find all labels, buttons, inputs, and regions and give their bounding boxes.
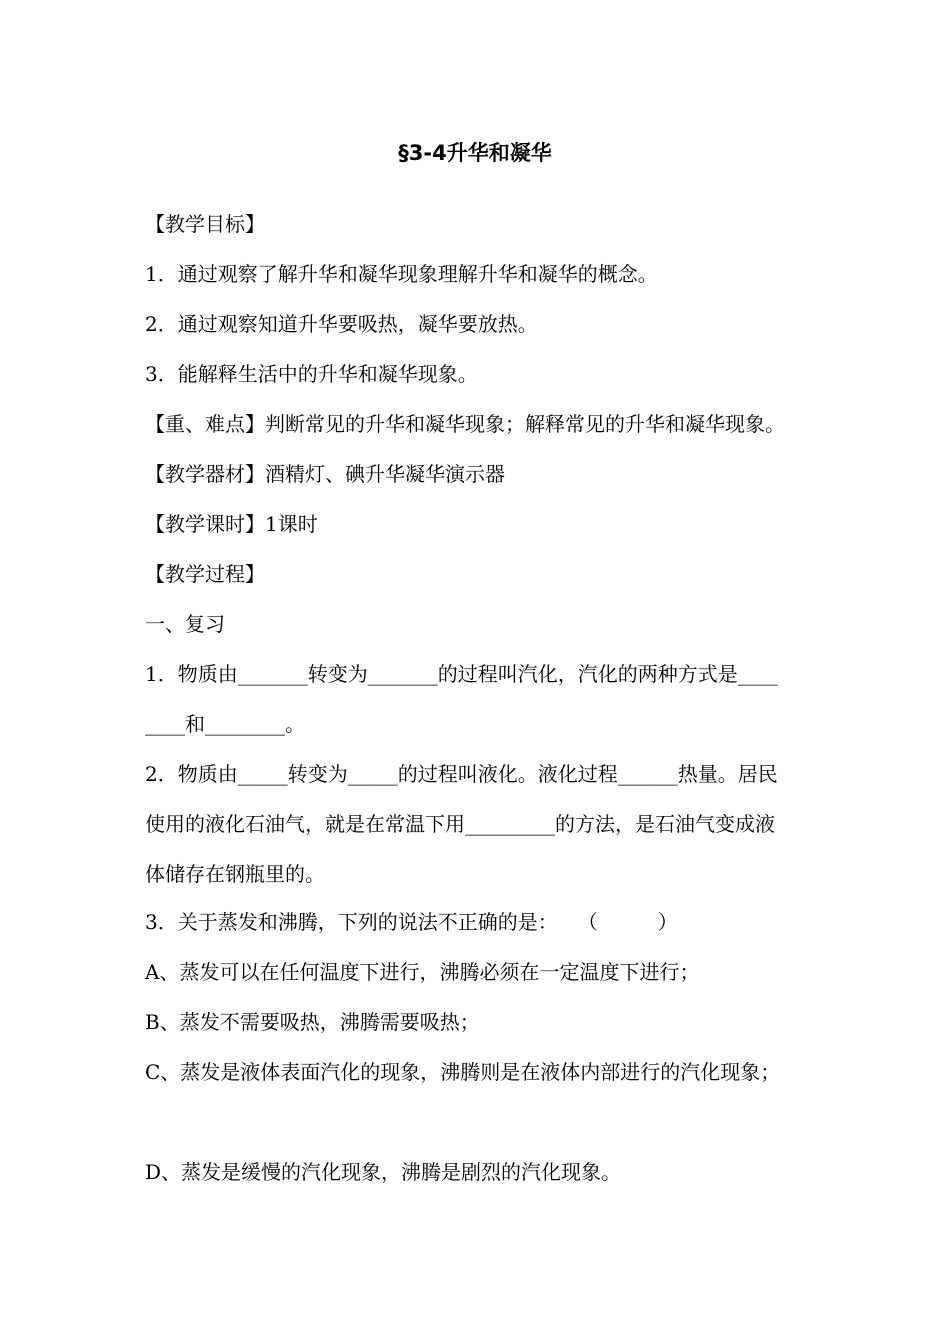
- question-2-line-3: 体储存在钢瓶里的。: [145, 862, 325, 886]
- teaching-equipment: 【教学器材】酒精灯、碘升华凝华演示器: [145, 462, 505, 486]
- question-3-option-c: C、蒸发是液体表面汽化的现象，沸腾则是在液体内部进行的汽化现象；: [145, 1060, 781, 1084]
- objective-item-1: 1．通过观察了解升华和凝华现象理解升华和凝华的概念。: [145, 262, 658, 286]
- question-1-line-2: ____和________。: [145, 712, 305, 736]
- question-3-option-d: D、蒸发是缓慢的汽化现象，沸腾是剧烈的汽化现象。: [145, 1160, 622, 1184]
- question-1-line-1: 1．物质由_______转变为_______的过程叫汽化，汽化的两种方式是____: [145, 662, 778, 686]
- key-points: 【重、难点】判断常见的升华和凝华现象；解释常见的升华和凝华现象。: [145, 412, 785, 436]
- subsection-review: 一、复习: [145, 612, 225, 636]
- document-title: §3-4升华和凝华: [398, 141, 552, 165]
- question-3-option-b: B、蒸发不需要吸热，沸腾需要吸热；: [145, 1010, 480, 1034]
- question-3-option-a: A、蒸发可以在任何温度下进行，沸腾必须在一定温度下进行；: [145, 960, 700, 984]
- objective-item-2: 2．通过观察知道升华要吸热，凝华要放热。: [145, 312, 538, 336]
- section-heading-process: 【教学过程】: [145, 562, 265, 586]
- section-heading-objectives: 【教学目标】: [145, 212, 265, 236]
- question-2-line-1: 2．物质由_____转变为_____的过程叫液化。液化过程______热量。居民: [145, 762, 778, 786]
- objective-item-3: 3．能解释生活中的升华和凝华现象。: [145, 362, 478, 386]
- question-2-line-2: 使用的液化石油气，就是在常温下用_________的方法，是石油气变成液: [145, 812, 775, 836]
- class-hours: 【教学课时】1课时: [145, 512, 318, 536]
- question-3-stem: 3．关于蒸发和沸腾，下列的说法不正确的是： （ ）: [145, 910, 678, 934]
